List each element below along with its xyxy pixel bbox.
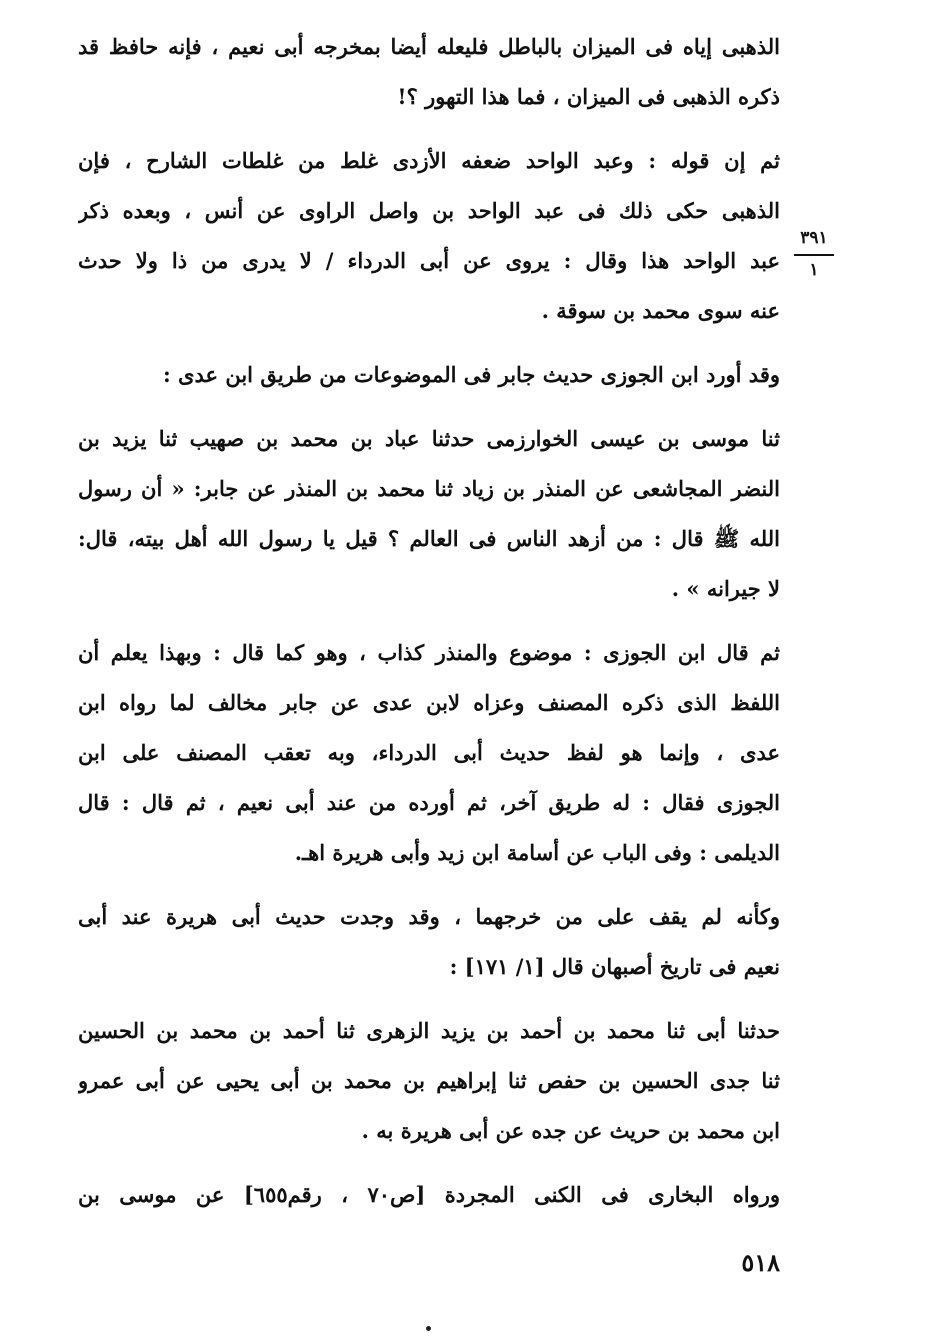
text-line: النضر المجاشعى عن المنذر بن زياد ثنا محمد بن المنذر عن جابر: « أن رسول [78,476,780,501]
text-line: ثنا جدى الحسين بن حفص ثنا إبراهيم بن محمد بن أبى يحيى عن أبى عمرو [78,1068,780,1093]
text-line: ابن محمد بن حريث عن جده عن أبى هريرة به . [361,1118,780,1143]
paragraph [78,628,780,878]
text-line: وقد أورد ابن الجوزى حديث جابر فى الموضوعات من طريق ابن عدى : [162,362,780,387]
margin-folio-note [792,228,836,280]
text-line: حدثنا أبى ثنا محمد بن أحمد بن يزيد الزهرى ثنا أحمد بن محمد بن الحسين [78,1018,780,1043]
text-line: الذهبى إياه فى الميزان بالباطل فليعله أيضا بمخرجه أبى نعيم ، فإنه حافظ قد [78,34,780,59]
text-line: ثنا موسى بن عيسى الخوارزمى حدثنا عباد بن محمد بن صهيب ثنا يزيد بن [78,426,780,451]
body-text [78,22,780,1234]
text-line: ثم إن قوله : وعبد الواحد ضعفه الأزدى غلط من غلطات الشارح ، فإن [78,148,780,173]
text-line: الجوزى فقال : له طريق آخر، ثم أورده من عند أبى نعيم ، ثم قال : قال [78,790,780,815]
text-line: عدى ، وإنما هو لفظ حديث أبى الدرداء، وبه تعقب المصنف على ابن [78,740,780,765]
text-line: عنه سوى محمد بن سوقة . [541,298,780,323]
text-line: نعيم فى تاريخ أصبهان قال [١/ ١٧١] : [449,954,780,979]
paragraph [78,350,780,400]
paragraph [78,136,780,336]
margin-note-rule [794,254,834,256]
paragraph [78,414,780,614]
text-line: ثم قال ابن الجوزى : موضوع والمنذر كذاب ، وهو كما قال : وبهذا يعلم أن [78,640,780,665]
scan-speck [426,1326,431,1331]
paragraph [78,892,780,992]
paragraph [78,1170,780,1220]
text-line: ذكره الذهبى فى الميزان ، فما هذا التهور ؟! [397,84,780,109]
margin-note-number: ٣٩١ [800,228,828,248]
text-line: الديلمى : وفى الباب عن أسامة ابن زيد وأبى هريرة اهـ. [294,840,780,865]
margin-note-subnumber: ١ [809,260,819,280]
text-line: الله ﷺ قال : من أزهد الناس فى العالم ؟ قيل يا رسول الله أهل بيته، قال: [78,526,780,551]
text-line: ورواه البخارى فى الكنى المجردة [ص٧٠ ، رقم٦٥٥] عن موسى بن [78,1182,780,1207]
text-line: عبد الواحد هذا وقال : يروى عن أبى الدرداء / لا يدرى من ذا ولا حدث [78,248,780,273]
paragraph [78,22,780,122]
text-line: لا جيرانه » . [671,576,780,601]
text-line: الذهبى حكى ذلك فى عبد الواحد بن واصل الراوى عن أنس ، وبعده ذكر [78,198,780,223]
paragraph [78,1006,780,1156]
text-line: وكأنه لم يقف على من خرجهما ، وقد وجدت حديث أبى هريرة عند أبى [78,904,780,929]
page-number: ٥١٨ [741,1248,780,1277]
text-line: اللفظ الذى ذكره المصنف وعزاه لابن عدى عن جابر مخالف لما رواه ابن [78,690,780,715]
